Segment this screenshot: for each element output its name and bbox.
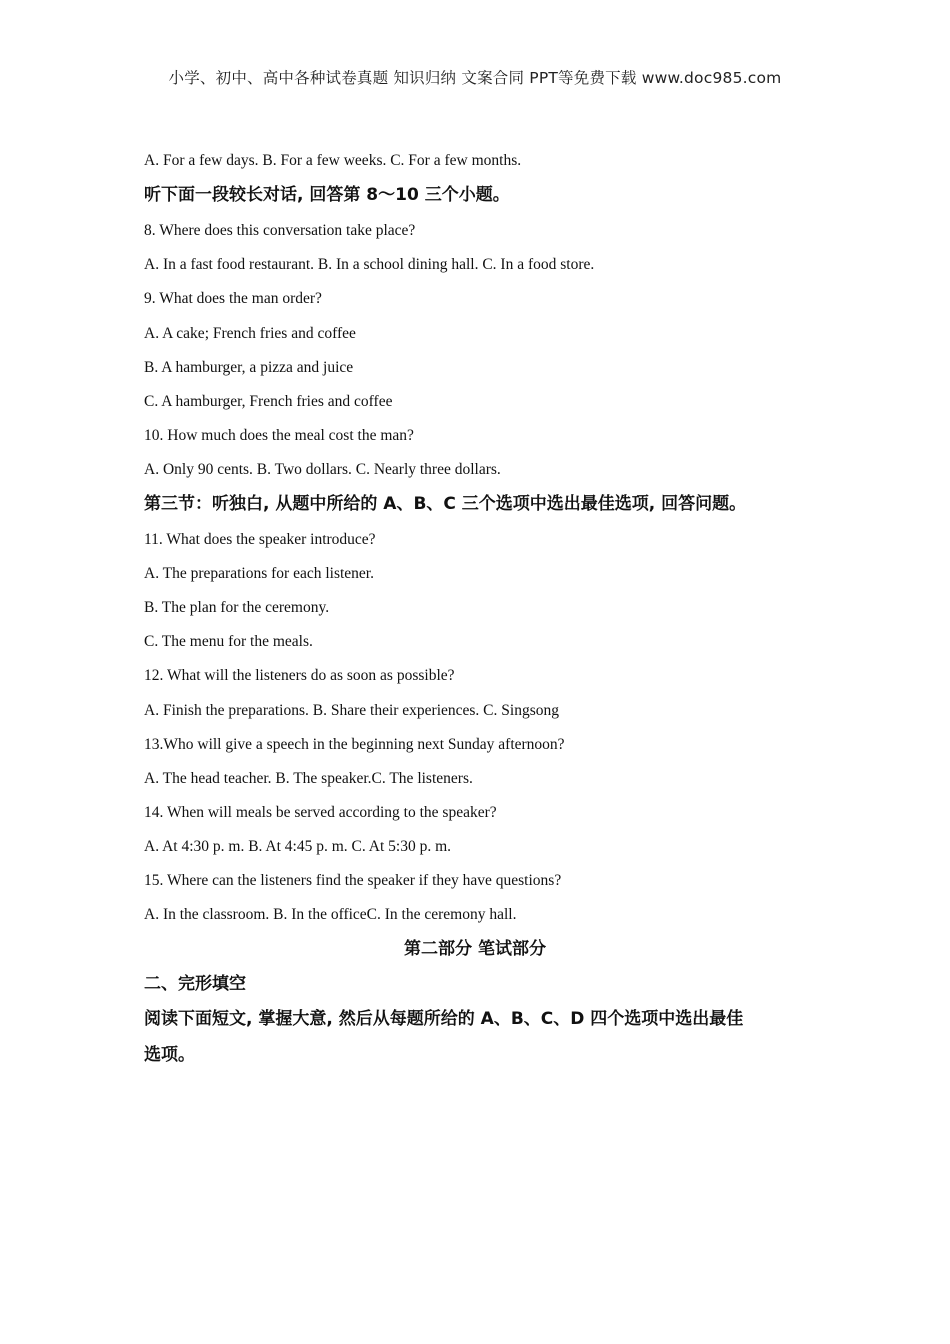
question-8-options: A. In a fast food restaurant. B. In a school dining hall. C. In a food store.	[144, 256, 595, 273]
question-15: 15. Where can the listeners find the speaker if they have questions?	[144, 872, 562, 889]
question-12: 12. What will the listeners do as soon as possible?	[144, 667, 455, 684]
question-7-options: A. For a few days. B. For a few weeks. C. For a few months.	[144, 152, 522, 169]
question-10-options: A. Only 90 cents. B. Two dollars. C. Nearly three dollars.	[144, 461, 501, 478]
question-11-option-b: B. The plan for the ceremony.	[144, 599, 330, 616]
part-2-title: 第二部分 笔试部分	[404, 939, 546, 959]
question-11: 11. What does the speaker introduce?	[144, 531, 376, 548]
long-dialog-instruction: 听下面一段较长对话, 回答第 8～10 三个小题。	[144, 185, 510, 205]
question-9: 9. What does the man order?	[144, 290, 322, 307]
section-3-instruction: 第三节：听独白, 从题中所给的 A、B、C 三个选项中选出最佳选项, 回答问题。	[144, 494, 747, 514]
question-9-option-c: C. A hamburger, French fries and coffee	[144, 393, 393, 410]
question-13-options: A. The head teacher. B. The speaker.C. The listeners.	[144, 770, 473, 787]
question-11-option-c: C. The menu for the meals.	[144, 633, 313, 650]
cloze-instruction-line-1: 阅读下面短文, 掌握大意, 然后从每题所给的 A、B、C、D 四个选项中选出最佳	[144, 1009, 744, 1029]
question-9-option-a: A. A cake; French fries and coffee	[144, 325, 356, 342]
question-14: 14. When will meals be served according to the speaker?	[144, 804, 497, 821]
page-header: 小学、初中、高中各种试卷真题 知识归纳 文案合同 PPT等免费下载 www.doc985.com	[168, 69, 782, 87]
question-15-options: A. In the classroom. B. In the officeC. In the ceremony hall.	[144, 906, 517, 923]
question-8: 8. Where does this conversation take place?	[144, 222, 416, 239]
question-12-options: A. Finish the preparations. B. Share their experiences. C. Singsong	[144, 702, 559, 719]
cloze-instruction-line-2: 选项。	[144, 1045, 195, 1065]
question-11-option-a: A. The preparations for each listener.	[144, 565, 374, 582]
cloze-section-title: 二、完形填空	[144, 974, 246, 994]
question-14-options: A. At 4:30 p. m. B. At 4:45 p. m. C. At 5:30 p. m.	[144, 838, 452, 855]
question-9-option-b: B. A hamburger, a pizza and juice	[144, 359, 354, 376]
question-13: 13.Who will give a speech in the beginning next Sunday afternoon?	[144, 736, 565, 753]
question-10: 10. How much does the meal cost the man?	[144, 427, 414, 444]
